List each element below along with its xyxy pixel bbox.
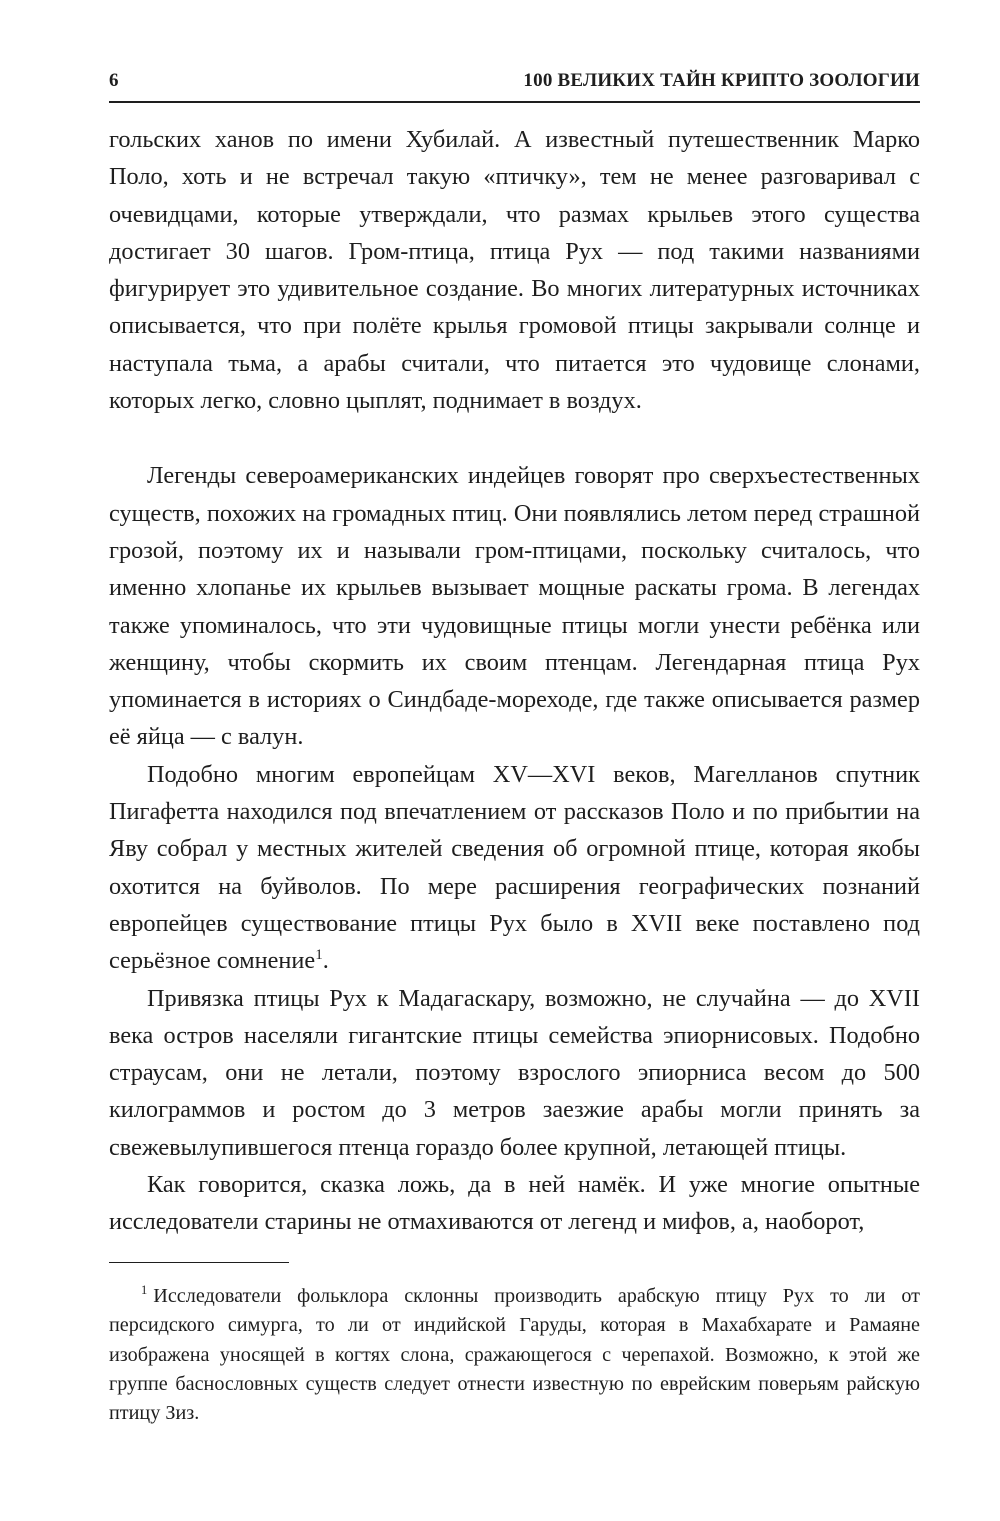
paragraph-4: Привязка птицы Рух к Мадагаскару, возможно, не случайна — до XVII века остров населяли гигантские птицы семейства эпиорнисовых. Подобно страусам, они не летали, поэтому взрослого эпиорниса весом до 500 килограммов и ростом до 3 метров заезжие арабы могли принять за свежевылупившегося птенца гораздо более крупной, летающей птицы.: [109, 984, 920, 1161]
footnote-rule: [109, 1262, 289, 1263]
paragraph-2: Легенды североамериканских индейцев говорят про сверхъестественных существ, похожих на громадных птиц. Они появлялись летом перед страшной грозой, поэтому их и называли гром-птицами, поскольку считалось, что именно хлопанье их крыльев вызывает мощные раскаты грома. В легендах также упоминалось, что эти чудовищные птицы могли унести ребёнка или женщину, чтобы скормить их своим птенцам. Легендарная птица Рух упоминается в историях о Синдбаде-мореходе, где также описывается размер её яйца — с валун.: [109, 462, 920, 751]
header-rule: [109, 101, 920, 103]
footnote-reference: 1: [315, 947, 323, 964]
footnote-mark: 1: [141, 1283, 148, 1298]
paragraph-3-text: Подобно многим европейцам XV—XVI веков, Магелланов спутник Пигафетта находился под впечатлением от рассказов Поло и по прибытии на Яву собрал у местных жителей сведения об огромной птице, которая якобы охотится на буйволов. По мере расширения географических познаний европейцев существование птицы Рух было в XVII веке поставлено под серьёзное сомнение: [109, 760, 920, 975]
page-header: [109, 64, 920, 98]
footnote: [109, 1282, 920, 1428]
running-title: 100 ВЕЛИКИХ ТАЙН КРИПТО ЗООЛОГИИ: [523, 70, 920, 91]
footnote-text: Исследователи фольклора склонны производить арабскую птицу Рух то ли от персидского симурга, то ли от индийской Гаруды, которая в Махабхарате и Рамаяне изображена уносящей в когтях слона, сражающегося с черепахой. Возможно, к этой же группе баснословных существ следует отнести известную по еврейским поверьям райскую птицу Зиз.: [109, 1285, 920, 1425]
paragraph-3: [109, 756, 920, 980]
paragraph-3-tail: .: [322, 947, 329, 975]
paragraph-1: гольских ханов по имени Хубилай. А известный путешественник Марко Поло, хоть и не встречал такую «птичку», тем не менее разговаривал с очевидцами, которые утверждали, что размах крыльев этого существа достигает 30 шагов. Гром-птица, птица Рух — под такими названиями фигурирует это удивительное создание. Во многих литературных источниках описывается, что при полёте крылья громовой птицы закрывали солнце и наступала тьма, а арабы считали, что питается это чудовище слонами, которых легко, словно цыплят, поднимает в воздух.: [109, 126, 920, 415]
paragraph-5: Как говорится, сказка ложь, да в ней намёк. И уже многие опытные исследователи старины не отмахиваются от легенд и мифов, а, наоборот,: [109, 1171, 920, 1236]
body-text: [109, 121, 920, 1241]
page-number: 6: [109, 70, 119, 91]
